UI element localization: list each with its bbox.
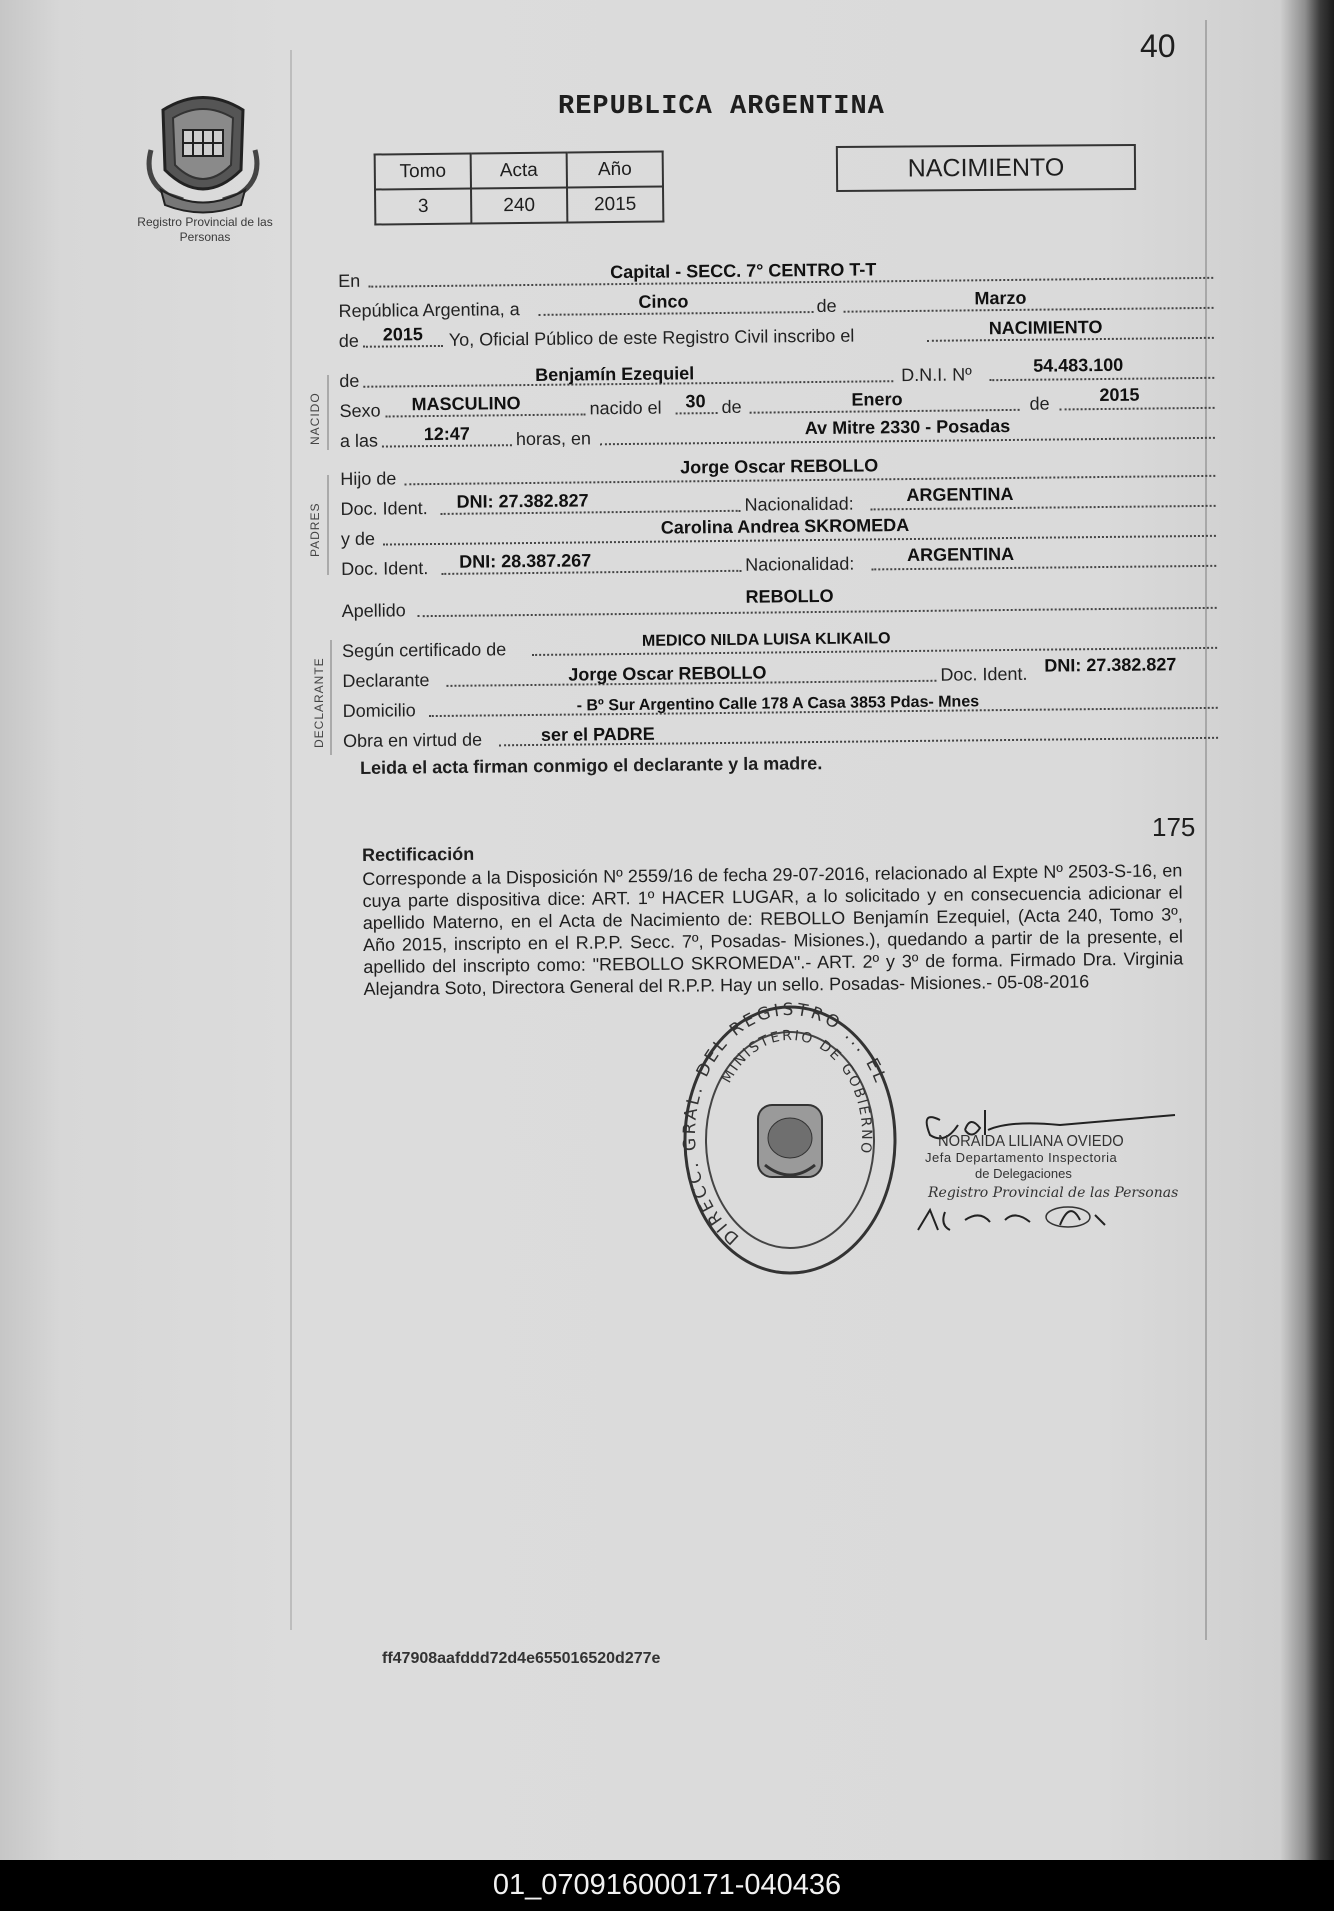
value-dni: 54.483.100	[1033, 354, 1124, 376]
country-title: REPUBLICA ARGENTINA	[558, 92, 885, 122]
signer-department: de Delegaciones	[975, 1166, 1072, 1181]
value-hora: 12:47	[423, 423, 470, 445]
page-number: 40	[1140, 28, 1176, 64]
value-nac-padre: ARGENTINA	[906, 483, 1014, 506]
side-divider-nacido	[327, 375, 329, 450]
value-nacido-dia: 30	[685, 391, 706, 412]
rectification-title: Rectificación	[362, 843, 475, 865]
registry-name: Registro Provincial de las Personas	[137, 215, 273, 244]
value-sexo: MASCULINO	[411, 393, 521, 415]
value-nac-madre: ARGENTINA	[907, 543, 1015, 566]
rectification-body: Corresponde a la Disposición Nº 2559/16 de fecha 29-07-2016, relacionado al Expte Nº 2503-S-16, en cuya parte dispositiva dice: ART. 1º HACER LUGAR, a lo solicitado y en consecuencia adicionar el apellido Materno, en el Acta de Nacimiento de: REBOLLO Benjamín Ezequiel, (Acta 240, Tomo 3º, Año 2015, inscripto en el R.P.P. Secc. 7º, Posadas- Misiones.), quedando a partir de la presente, el apellido del inscripto como: "REBOLLO SKROMEDA".- ART. 2º y 3º de forma. Firmado Dra. Virginia Alejandra Soto, Directora General del R.P.P. Hay un sello. Posadas- Misiones.- 05-08-2016	[362, 860, 1184, 999]
value-acta: 240	[471, 187, 567, 223]
label-nacido-de1: de	[721, 396, 742, 417]
value-madre: Carolina Andrea SKROMEDA	[660, 515, 910, 538]
label-nacido: nacido el	[589, 397, 662, 419]
value-declarante: Jorge Oscar REBOLLO	[568, 662, 767, 685]
signer-title: Jefa Departamento Inspectoria	[925, 1150, 1118, 1165]
side-divider-padres	[327, 475, 329, 575]
record-header-row	[375, 151, 663, 189]
label-oficial: Yo, Oficial Público de este Registro Civil inscribo el	[448, 325, 855, 350]
value-obra: ser el PADRE	[540, 723, 655, 745]
left-margin-line	[290, 50, 292, 1630]
label-dni: D.N.I. Nº	[901, 364, 972, 386]
value-apellido: REBOLLO	[745, 585, 834, 607]
provincial-seal-logo	[143, 90, 263, 215]
value-nacido-mes: Enero	[851, 389, 903, 410]
label-nombre: de	[339, 370, 360, 391]
label-nacido-de2: de	[1029, 393, 1050, 414]
signature	[910, 1090, 1210, 1240]
signer-registry: Registro Provincial de las Personas	[928, 1185, 1179, 1201]
label-declarante: Declarante	[342, 670, 430, 691]
record-type-box: NACIMIENTO	[836, 144, 1136, 192]
label-doc-madre: Doc. Ident.	[341, 558, 429, 579]
stamp-inner-text: MINISTERIO DE GOBIERNO	[718, 1027, 875, 1156]
label-certificado: Según certificado de	[341, 639, 507, 661]
record-value-row	[375, 186, 663, 224]
value-doc-madre: DNI: 28.387.267	[459, 550, 592, 572]
label-domicilio: Domicilio	[342, 700, 416, 721]
label-nac-madre: Nacionalidad:	[745, 553, 855, 575]
official-stamp	[680, 1000, 900, 1280]
label-doc-padre: Doc. Ident.	[340, 498, 428, 519]
label-alas: a las	[339, 430, 379, 451]
value-mes: Marzo	[974, 287, 1027, 309]
stamp-outer-text: DIRECC. GRAL. DEL REGISTRO ... EL	[680, 1000, 891, 1249]
side-label-nacido: NACIDO	[308, 392, 322, 445]
label-en: En	[338, 270, 361, 291]
label-apellido: Apellido	[341, 600, 406, 621]
value-nacido-year: 2015	[1099, 384, 1140, 406]
rectification-block	[362, 836, 1184, 1000]
label-doc-declarante: Doc. Ident.	[940, 663, 1028, 685]
label-de-year: de	[338, 330, 359, 351]
value-nombre: Benjamín Ezequiel	[535, 363, 695, 385]
value-tomo: 3	[375, 189, 471, 225]
value-domicilio: - Bº Sur Argentino Calle 178 A Casa 3853 Pdas- Mnes	[576, 693, 980, 715]
label-de-mes: de	[816, 295, 837, 316]
value-doc-padre: DNI: 27.382.827	[456, 490, 589, 512]
label-horas: horas, en	[515, 428, 592, 450]
footer-id-bar: 01_070916000171-040436	[0, 1860, 1334, 1911]
label-republica: República Argentina, a	[338, 299, 520, 321]
rectification-number: 175	[1152, 812, 1196, 842]
side-label-declarante: DECLARANTE	[312, 657, 326, 748]
value-year: 2015	[382, 324, 423, 345]
side-label-padres: PADRES	[308, 502, 322, 557]
value-ano: 2015	[567, 186, 663, 222]
header-ano: Año	[567, 151, 663, 187]
label-hijo: Hijo de	[340, 468, 397, 489]
value-oficial: NACIMIENTO	[988, 316, 1103, 339]
signer-name: NORAIDA LILIANA OVIEDO	[938, 1133, 1124, 1150]
value-lugar: Av Mitre 2330 - Posadas	[804, 415, 1011, 439]
label-sexo: Sexo	[339, 400, 381, 421]
header-acta: Acta	[471, 152, 567, 188]
side-divider-declarante	[330, 640, 332, 755]
document-hash: ff47908aafddd72d4e655016520d277e	[382, 1650, 661, 1667]
label-nac-padre: Nacionalidad:	[744, 493, 854, 515]
value-dia: Cinco	[638, 291, 689, 312]
value-en: Capital - SECC. 7° CENTRO T-T	[610, 259, 877, 283]
header-tomo: Tomo	[375, 154, 471, 190]
value-padre: Jorge Oscar REBOLLO	[680, 455, 879, 478]
record-table	[374, 150, 665, 225]
right-margin-line	[1205, 20, 1207, 1640]
label-obra: Obra en virtud de	[342, 729, 483, 751]
closing-text: Leida el acta firman conmigo el declarante y la madre.	[360, 753, 823, 778]
value-doc-declarante: DNI: 27.382.827	[1044, 654, 1177, 676]
value-certificado: MEDICO NILDA LUISA KLIKAILO	[641, 630, 891, 650]
label-yde: y de	[340, 528, 376, 549]
